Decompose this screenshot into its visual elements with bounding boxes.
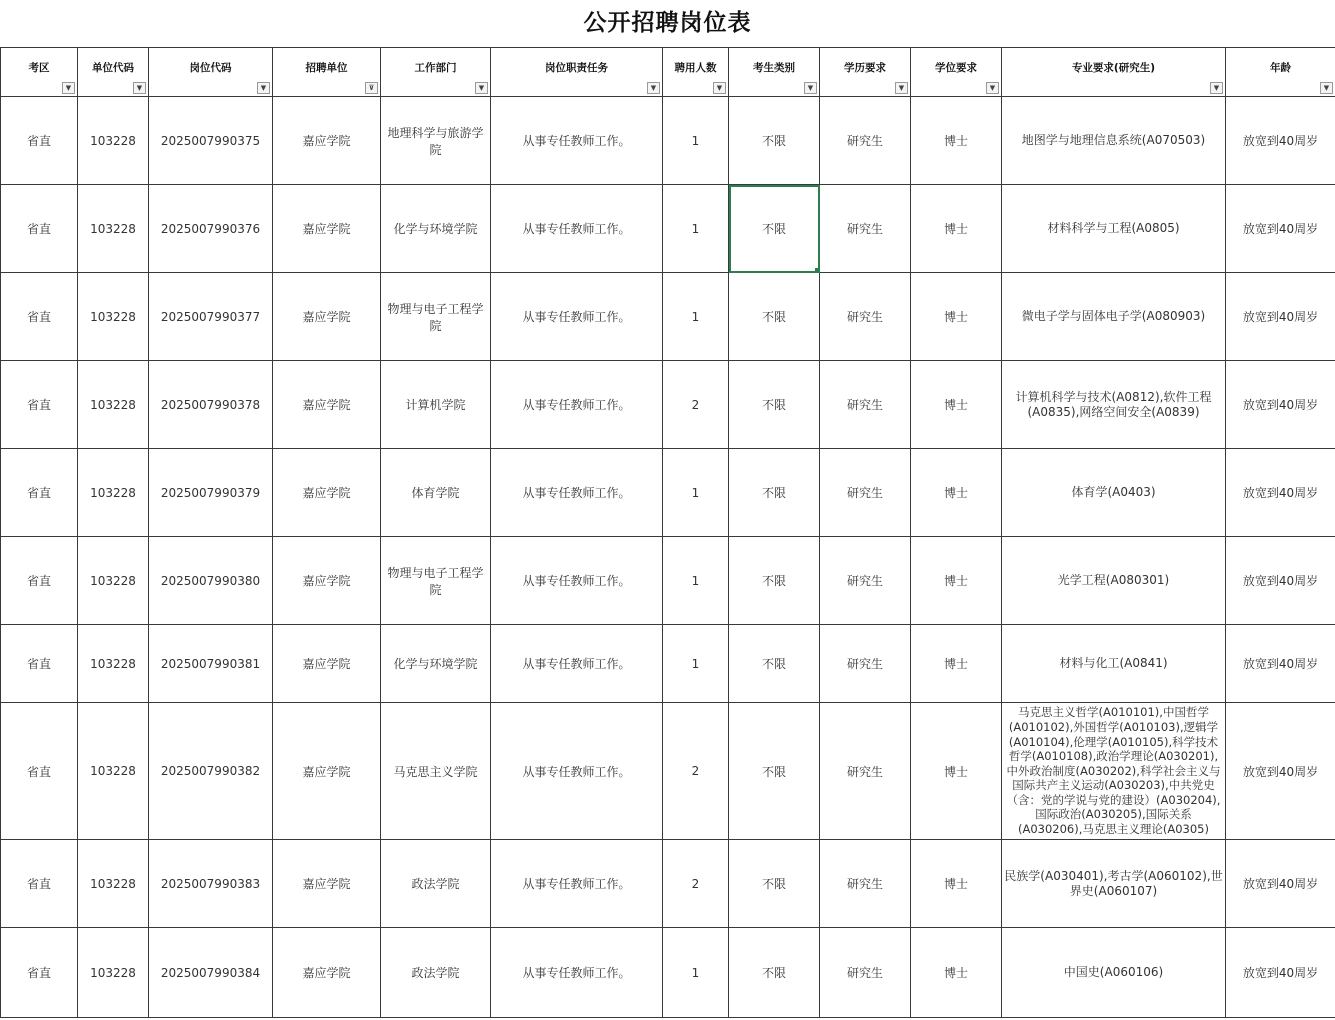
cell-department[interactable]: 化学与环境学院 xyxy=(381,185,491,273)
cell-employer[interactable]: 嘉应学院 xyxy=(273,703,381,840)
cell-degree[interactable]: 博士 xyxy=(911,840,1002,928)
cell-education[interactable]: 研究生 xyxy=(820,185,911,273)
cell-major[interactable]: 材料与化工(A0841) xyxy=(1002,625,1226,703)
header-label: 学历要求 xyxy=(844,61,886,74)
cell-headcount[interactable]: 2 xyxy=(663,703,729,840)
header-cell[interactable] xyxy=(663,48,729,97)
cell-candidate-type[interactable]: 不限 xyxy=(729,625,820,703)
cell-duties[interactable]: 从事专任教师工作。 xyxy=(491,537,663,625)
cell-unit-code[interactable]: 103228 xyxy=(78,840,149,928)
cell-degree[interactable]: 博士 xyxy=(911,361,1002,449)
cell-post-code[interactable]: 2025007990377 xyxy=(149,273,273,361)
table-row xyxy=(1,840,1335,928)
table-row xyxy=(1,273,1335,361)
cell-employer[interactable]: 嘉应学院 xyxy=(273,273,381,361)
cell-candidate-type[interactable]: 不限 xyxy=(729,537,820,625)
cell-candidate-type[interactable]: 不限 xyxy=(729,928,820,1018)
cell-duties[interactable]: 从事专任教师工作。 xyxy=(491,928,663,1018)
cell-education[interactable]: 研究生 xyxy=(820,703,911,840)
cell-post-code[interactable]: 2025007990383 xyxy=(149,840,273,928)
cell-headcount[interactable]: 1 xyxy=(663,449,729,537)
cell-degree[interactable]: 博士 xyxy=(911,449,1002,537)
cell-exam-area[interactable]: 省直 xyxy=(1,840,78,928)
cell-age[interactable]: 放宽到40周岁 xyxy=(1226,537,1335,625)
header-cell[interactable] xyxy=(911,48,1002,97)
header-cell[interactable] xyxy=(381,48,491,97)
cell-department[interactable]: 政法学院 xyxy=(381,840,491,928)
cell-employer[interactable]: 嘉应学院 xyxy=(273,185,381,273)
cell-employer[interactable]: 嘉应学院 xyxy=(273,97,381,185)
header-label: 专业要求(研究生) xyxy=(1071,61,1156,74)
cell-headcount[interactable]: 2 xyxy=(663,840,729,928)
cell-duties[interactable]: 从事专任教师工作。 xyxy=(491,97,663,185)
cell-department[interactable]: 地理科学与旅游学院 xyxy=(381,97,491,185)
cell-duties[interactable]: 从事专任教师工作。 xyxy=(491,840,663,928)
cell-education[interactable]: 研究生 xyxy=(820,840,911,928)
cell-department[interactable]: 化学与环境学院 xyxy=(381,625,491,703)
cell-age[interactable]: 放宽到40周岁 xyxy=(1226,449,1335,537)
cell-education[interactable]: 研究生 xyxy=(820,97,911,185)
cell-department[interactable]: 计算机学院 xyxy=(381,361,491,449)
dropdown-arrow-icon[interactable]: ▼ xyxy=(133,82,146,94)
table-row xyxy=(1,185,1335,273)
cell-major[interactable]: 体育学(A0403) xyxy=(1002,449,1226,537)
header-label: 岗位职责任务 xyxy=(545,61,608,74)
cell-age[interactable]: 放宽到40周岁 xyxy=(1226,361,1335,449)
cell-major[interactable]: 微电子学与固体电子学(A080903) xyxy=(1002,273,1226,361)
cell-exam-area[interactable]: 省直 xyxy=(1,537,78,625)
cell-major[interactable]: 中国史(A060106) xyxy=(1002,928,1226,1018)
cell-post-code[interactable]: 2025007990379 xyxy=(149,449,273,537)
cell-major[interactable]: 地图学与地理信息系统(A070503) xyxy=(1002,97,1226,185)
cell-age[interactable]: 放宽到40周岁 xyxy=(1226,185,1335,273)
dropdown-arrow-icon[interactable]: ▼ xyxy=(804,82,817,94)
cell-major[interactable]: 民族学(A030401),考古学(A060102),世界史(A060107) xyxy=(1002,840,1226,928)
dropdown-arrow-icon[interactable]: ▼ xyxy=(257,82,270,94)
header-cell[interactable] xyxy=(1226,48,1335,97)
cell-post-code[interactable]: 2025007990378 xyxy=(149,361,273,449)
cell-degree[interactable]: 博士 xyxy=(911,185,1002,273)
cell-post-code[interactable]: 2025007990375 xyxy=(149,97,273,185)
cell-age[interactable]: 放宽到40周岁 xyxy=(1226,928,1335,1018)
table-row xyxy=(1,928,1335,1018)
header-label: 年龄 xyxy=(1270,61,1291,74)
cell-education[interactable]: 研究生 xyxy=(820,537,911,625)
cell-major[interactable]: 材料科学与工程(A0805) xyxy=(1002,185,1226,273)
header-cell[interactable] xyxy=(491,48,663,97)
cell-employer[interactable]: 嘉应学院 xyxy=(273,928,381,1018)
cell-age[interactable]: 放宽到40周岁 xyxy=(1226,703,1335,840)
cell-exam-area[interactable]: 省直 xyxy=(1,185,78,273)
cell-degree[interactable]: 博士 xyxy=(911,273,1002,361)
cell-unit-code[interactable]: 103228 xyxy=(78,928,149,1018)
cell-duties[interactable]: 从事专任教师工作。 xyxy=(491,625,663,703)
cell-exam-area[interactable]: 省直 xyxy=(1,703,78,840)
cell-candidate-type[interactable]: 不限 xyxy=(729,361,820,449)
cell-candidate-type[interactable]: 不限 xyxy=(729,449,820,537)
cell-age[interactable]: 放宽到40周岁 xyxy=(1226,840,1335,928)
header-label: 工作部门 xyxy=(414,61,457,74)
cell-duties[interactable]: 从事专任教师工作。 xyxy=(491,185,663,273)
header-label: 聘用人数 xyxy=(674,61,717,74)
cell-exam-area[interactable]: 省直 xyxy=(1,625,78,703)
cell-employer[interactable]: 嘉应学院 xyxy=(273,625,381,703)
cell-candidate-type-selected[interactable] xyxy=(729,185,820,273)
dropdown-arrow-icon[interactable]: ▼ xyxy=(895,82,908,94)
cell-degree[interactable]: 博士 xyxy=(911,928,1002,1018)
table-row xyxy=(1,703,1335,840)
cell-headcount[interactable]: 1 xyxy=(663,273,729,361)
table-row xyxy=(1,625,1335,703)
dropdown-arrow-icon[interactable]: ▼ xyxy=(475,82,488,94)
header-label: 单位代码 xyxy=(92,61,134,74)
header-cell[interactable] xyxy=(149,48,273,97)
header-label: 考生类别 xyxy=(753,61,795,74)
cell-headcount[interactable]: 1 xyxy=(663,185,729,273)
cell-duties[interactable]: 从事专任教师工作。 xyxy=(491,361,663,449)
cell-employer[interactable]: 嘉应学院 xyxy=(273,537,381,625)
cell-department[interactable]: 物理与电子工程学院 xyxy=(381,273,491,361)
page-title: 公开招聘岗位表 xyxy=(583,10,752,36)
table-row xyxy=(1,361,1335,449)
header-cell[interactable] xyxy=(78,48,149,97)
cell-post-code[interactable]: 2025007990380 xyxy=(149,537,273,625)
cell-age[interactable]: 放宽到40周岁 xyxy=(1226,273,1335,361)
dropdown-arrow-icon[interactable]: ▼ xyxy=(1320,82,1333,94)
cell-headcount[interactable]: 1 xyxy=(663,97,729,185)
dropdown-arrow-icon[interactable]: ▼ xyxy=(713,82,726,94)
cell-department[interactable]: 马克思主义学院 xyxy=(381,703,491,840)
dropdown-arrow-icon[interactable]: ▼ xyxy=(647,82,660,94)
cell-headcount[interactable]: 2 xyxy=(663,361,729,449)
cell-unit-code[interactable]: 103228 xyxy=(78,361,149,449)
cell-education[interactable]: 研究生 xyxy=(820,625,911,703)
cell-exam-area[interactable]: 省直 xyxy=(1,273,78,361)
cell-education[interactable]: 研究生 xyxy=(820,361,911,449)
header-row xyxy=(1,48,1335,97)
cell-employer[interactable]: 嘉应学院 xyxy=(273,449,381,537)
cell-unit-code[interactable]: 103228 xyxy=(78,273,149,361)
cell-exam-area[interactable]: 省直 xyxy=(1,97,78,185)
fill-handle[interactable] xyxy=(815,268,820,273)
cell-education[interactable]: 研究生 xyxy=(820,449,911,537)
cell-age[interactable]: 放宽到40周岁 xyxy=(1226,97,1335,185)
cell-major[interactable]: 马克思主义哲学(A010101),中国哲学(A010102),外国哲学(A010103),逻辑学(A010104),伦理学(A010105),科学技术哲学(A010108),政治学理论(A030201),中外政治制度(A030202),科学社会主义与国际共产主义运动(A030203),中共党史（含：党的学说与党的建设）(A030204),国际政治(A030205),国际关系(A030206),马克思主义理论(A0305) xyxy=(1002,703,1226,840)
cell-unit-code[interactable]: 103228 xyxy=(78,703,149,840)
cell-post-code[interactable]: 2025007990376 xyxy=(149,185,273,273)
table-row xyxy=(1,537,1335,625)
cell-duties[interactable]: 从事专任教师工作。 xyxy=(491,449,663,537)
cell-duties[interactable]: 从事专任教师工作。 xyxy=(491,703,663,840)
cell-post-code[interactable]: 2025007990384 xyxy=(149,928,273,1018)
cell-degree[interactable]: 博士 xyxy=(911,537,1002,625)
cell-education[interactable]: 研究生 xyxy=(820,273,911,361)
header-cell[interactable] xyxy=(273,48,381,97)
header-cell[interactable] xyxy=(1,48,78,97)
cell-age[interactable]: 放宽到40周岁 xyxy=(1226,625,1335,703)
cell-candidate-type[interactable]: 不限 xyxy=(729,97,820,185)
cell-candidate-type[interactable]: 不限 xyxy=(729,703,820,840)
cell-department[interactable]: 体育学院 xyxy=(381,449,491,537)
cell-unit-code[interactable]: 103228 xyxy=(78,97,149,185)
dropdown-arrow-icon[interactable]: ▼ xyxy=(62,82,75,94)
header-label: 学位要求 xyxy=(935,61,977,74)
cell-unit-code[interactable]: 103228 xyxy=(78,625,149,703)
dropdown-arrow-icon[interactable]: ▼ xyxy=(1210,82,1223,94)
cell-headcount[interactable]: 1 xyxy=(663,928,729,1018)
cell-department[interactable]: 物理与电子工程学院 xyxy=(381,537,491,625)
cell-text: 不限 xyxy=(761,222,786,236)
cell-unit-code[interactable]: 103228 xyxy=(78,449,149,537)
table-row xyxy=(1,97,1335,185)
cell-post-code[interactable]: 2025007990382 xyxy=(149,703,273,840)
header-cell[interactable] xyxy=(820,48,911,97)
cell-exam-area[interactable]: 省直 xyxy=(1,928,78,1018)
cell-candidate-type[interactable]: 不限 xyxy=(729,840,820,928)
header-label: 招聘单位 xyxy=(305,61,348,74)
cell-duties[interactable]: 从事专任教师工作。 xyxy=(491,273,663,361)
table-row xyxy=(1,449,1335,537)
cell-candidate-type[interactable]: 不限 xyxy=(729,273,820,361)
cell-degree[interactable]: 博士 xyxy=(911,703,1002,840)
cell-post-code[interactable]: 2025007990381 xyxy=(149,625,273,703)
cell-unit-code[interactable]: 103228 xyxy=(78,185,149,273)
cell-exam-area[interactable]: 省直 xyxy=(1,361,78,449)
cell-unit-code[interactable]: 103228 xyxy=(78,537,149,625)
cell-exam-area[interactable]: 省直 xyxy=(1,449,78,537)
header-cell[interactable] xyxy=(729,48,820,97)
cell-department[interactable]: 政法学院 xyxy=(381,928,491,1018)
header-label: 岗位代码 xyxy=(189,61,232,74)
cell-major[interactable]: 计算机科学与技术(A0812),软件工程(A0835),网络空间安全(A0839) xyxy=(1002,361,1226,449)
header-label: 考区 xyxy=(28,61,50,74)
cell-major[interactable]: 光学工程(A080301) xyxy=(1002,537,1226,625)
cell-employer[interactable]: 嘉应学院 xyxy=(273,840,381,928)
cell-degree[interactable]: 博士 xyxy=(911,97,1002,185)
cell-headcount[interactable]: 1 xyxy=(663,537,729,625)
cell-headcount[interactable]: 1 xyxy=(663,625,729,703)
funnel-filter-icon[interactable]: ⊽ xyxy=(365,82,378,94)
cell-education[interactable]: 研究生 xyxy=(820,928,911,1018)
job-table xyxy=(0,47,1335,1018)
cell-employer[interactable]: 嘉应学院 xyxy=(273,361,381,449)
cell-degree[interactable]: 博士 xyxy=(911,625,1002,703)
header-cell[interactable] xyxy=(1002,48,1226,97)
dropdown-arrow-icon[interactable]: ▼ xyxy=(986,82,999,94)
